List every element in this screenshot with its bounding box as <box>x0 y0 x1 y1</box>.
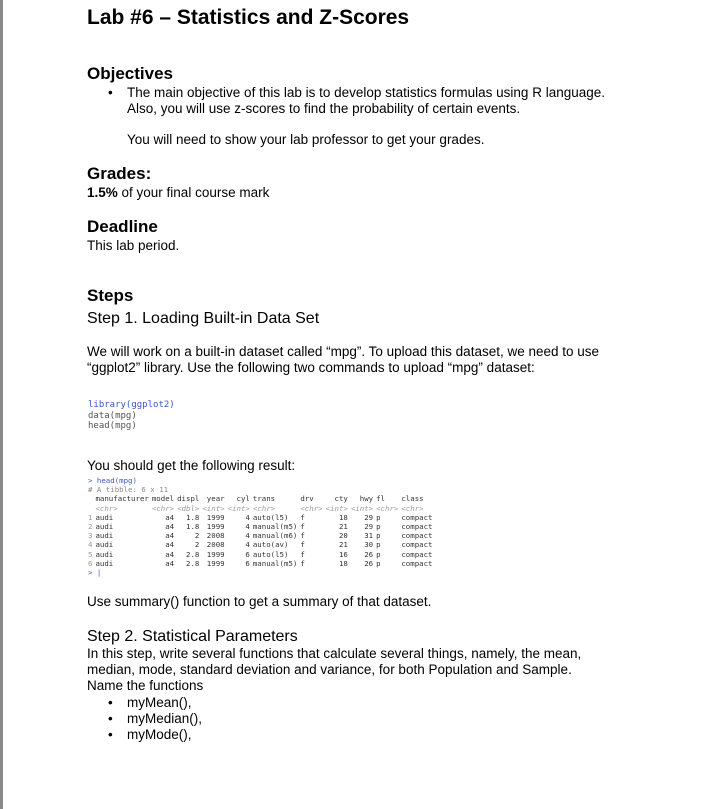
bullet-dot-icon: • <box>108 695 113 710</box>
function-name: myMedian(), <box>127 711 203 726</box>
table-cell: 18 <box>338 512 348 522</box>
tibble-col-header: fl <box>376 494 386 504</box>
tibble-type: <chr> <box>95 503 118 513</box>
tibble-col-header: class <box>401 494 424 504</box>
table-cell: a4 <box>165 549 175 559</box>
table-cell: 21 <box>338 540 348 550</box>
table-cell: p <box>376 531 381 541</box>
objectives-heading: Objectives <box>87 64 173 83</box>
tibble-rowname-header <box>88 494 95 503</box>
tibble-header-row <box>88 494 436 503</box>
tibble-col-header: manufacturer <box>95 494 149 504</box>
tibble-col-header: displ <box>177 494 200 504</box>
list-item <box>108 695 202 711</box>
table-cell: 1999 <box>206 558 225 568</box>
table-cell: auto(av) <box>252 540 289 550</box>
table-cell: 1999 <box>206 522 225 532</box>
function-list <box>108 695 203 743</box>
row-number: 2 <box>88 522 93 532</box>
page-left-border <box>0 0 3 809</box>
table-cell: a4 <box>165 522 175 532</box>
table-cell: 21 <box>338 522 348 532</box>
table-cell: f <box>300 540 305 550</box>
table-cell: audi <box>95 540 114 550</box>
tibble-type: <chr> <box>300 503 323 513</box>
table-row <box>88 559 436 568</box>
table-cell: compact <box>401 522 433 532</box>
console-end-prompt: > | <box>88 568 102 578</box>
table-cell: p <box>376 558 381 568</box>
objectives-note: You will need to show your lab professor to get your grades. <box>127 132 485 147</box>
r-console-output <box>88 476 508 577</box>
bullet-dot-icon: • <box>108 727 113 742</box>
code-line-head: head(mpg) <box>88 421 137 431</box>
table-cell: audi <box>95 549 114 559</box>
table-cell: 16 <box>338 549 348 559</box>
table-cell: 1999 <box>206 549 225 559</box>
step2-paragraph <box>87 646 581 694</box>
table-cell: p <box>376 549 381 559</box>
objectives-line-2: Also, you will use z-scores to find the probability of certain events. <box>127 101 521 116</box>
table-cell: a4 <box>165 540 175 550</box>
deadline-text: This lab period. <box>87 238 180 253</box>
step1-paragraph <box>87 344 599 376</box>
table-cell: 1.8 <box>186 512 200 522</box>
row-number: 5 <box>88 549 93 559</box>
list-item <box>108 711 203 727</box>
table-cell: 29 <box>364 512 374 522</box>
table-row <box>88 513 436 522</box>
tibble-type-row <box>88 504 436 513</box>
table-cell: f <box>300 531 305 541</box>
table-cell: 29 <box>364 522 374 532</box>
step2-line-1: In this step, write several functions that calculate several things, namely, the mean, <box>87 646 582 661</box>
table-cell: 26 <box>364 549 374 559</box>
table-cell: p <box>376 540 381 550</box>
table-row <box>88 531 436 540</box>
table-cell: compact <box>401 540 433 550</box>
code-line-data: data(mpg) <box>88 410 137 421</box>
table-cell: manual(m5) <box>252 558 298 568</box>
table-cell: audi <box>95 512 114 522</box>
row-number: 4 <box>88 540 93 550</box>
code-block <box>88 400 175 432</box>
table-cell: compact <box>401 549 433 559</box>
table-cell: compact <box>401 558 433 568</box>
summary-instruction: Use summary() function to get a summary of that dataset. <box>87 594 432 609</box>
row-number: 6 <box>88 558 93 568</box>
table-cell: 1.8 <box>186 522 200 532</box>
table-row <box>88 550 436 559</box>
table-cell: audi <box>95 558 114 568</box>
tibble-type: <chr> <box>401 503 424 513</box>
function-name: myMean(), <box>127 695 192 710</box>
result-intro: You should get the following result: <box>87 458 296 473</box>
list-item <box>108 727 202 743</box>
table-cell: 2008 <box>206 531 225 541</box>
table-cell: f <box>300 512 305 522</box>
tibble-col-header: year <box>206 494 225 504</box>
table-row <box>88 522 436 531</box>
tibble-col-header: trans <box>252 494 276 504</box>
row-number: 1 <box>88 512 93 522</box>
function-name: myMode(), <box>127 727 192 742</box>
table-cell: 2 <box>194 540 200 550</box>
table-cell: 18 <box>338 558 348 568</box>
objectives-bullet <box>108 85 605 117</box>
page-title: Lab #6 – Statistics and Z-Scores <box>87 6 410 29</box>
table-cell: 4 <box>245 522 250 532</box>
tibble-col-header: cty <box>334 494 348 504</box>
table-cell: auto(l5) <box>252 549 289 559</box>
table-cell: 2 <box>194 531 200 541</box>
table-row <box>88 540 436 549</box>
tibble-col-header: cyl <box>236 494 250 504</box>
code-line-library: library(ggplot2) <box>88 400 175 410</box>
console-command: > head(mpg) <box>88 476 137 485</box>
tibble-col-header: model <box>151 494 175 504</box>
bullet-dot-icon: • <box>108 711 113 726</box>
grades-rest: of your final course mark <box>117 185 270 200</box>
grades-heading: Grades: <box>87 164 152 183</box>
tibble-table <box>88 494 436 568</box>
step1-title: Step 1. Loading Built-in Data Set <box>87 310 320 327</box>
table-cell: p <box>376 522 381 532</box>
table-cell: 2008 <box>206 540 225 550</box>
console-tibble-info: # A tibble: 6 x 11 <box>88 485 169 495</box>
table-cell: manual(m6) <box>252 531 298 541</box>
tibble-type: <int> <box>325 503 348 513</box>
table-cell: f <box>300 522 305 532</box>
bullet-dot-icon: • <box>108 85 113 100</box>
grades-value: 1.5% <box>87 185 118 200</box>
table-cell: 31 <box>364 531 374 541</box>
table-cell: p <box>376 512 381 522</box>
tibble-type: <int> <box>350 503 374 513</box>
table-cell: f <box>300 549 305 559</box>
tibble-type: <int> <box>227 503 250 513</box>
tibble-type: <int> <box>202 503 225 513</box>
table-cell: compact <box>401 512 433 522</box>
table-cell: f <box>300 558 305 568</box>
table-cell: manual(m5) <box>252 522 298 532</box>
table-cell: 1999 <box>206 512 225 522</box>
table-cell: 30 <box>364 540 374 550</box>
table-cell: 4 <box>245 540 250 550</box>
table-cell: 2.8 <box>186 558 200 568</box>
table-cell: 26 <box>364 558 374 568</box>
table-cell: 20 <box>338 531 348 541</box>
row-number: 3 <box>88 531 93 541</box>
tibble-type: <dbl> <box>177 503 200 513</box>
table-cell: audi <box>95 531 114 541</box>
table-cell: 4 <box>245 512 250 522</box>
table-cell: 2.8 <box>186 549 200 559</box>
objectives-line-1: The main objective of this lab is to develop statistics formulas using R language. <box>127 85 605 100</box>
table-cell: 6 <box>245 558 250 568</box>
tibble-type: <chr> <box>252 503 276 513</box>
table-cell: compact <box>401 531 433 541</box>
tibble-col-header: hwy <box>359 494 374 504</box>
step2-line-3: Name the functions <box>87 678 204 693</box>
grades-text <box>87 185 269 201</box>
steps-heading: Steps <box>87 286 134 305</box>
table-cell: auto(l5) <box>252 512 289 522</box>
table-cell: a4 <box>165 531 175 541</box>
tibble-col-header: drv <box>300 494 314 504</box>
step2-title: Step 2. Statistical Parameters <box>87 628 298 645</box>
step2-line-2: median, mode, standard deviation and variance, for both Population and Sample. <box>87 662 572 677</box>
deadline-heading: Deadline <box>87 217 158 236</box>
tibble-type: <chr> <box>151 503 175 513</box>
table-cell: 6 <box>245 549 250 559</box>
step1-line-1: We will work on a built-in dataset called “mpg”. To upload this dataset, we need to use <box>87 344 600 359</box>
table-cell: a4 <box>165 512 175 522</box>
step1-line-2: “ggplot2” library. Use the following two commands to upload “mpg” dataset: <box>87 360 535 375</box>
table-cell: 4 <box>245 531 250 541</box>
table-cell: a4 <box>165 558 175 568</box>
tibble-type: <chr> <box>376 503 399 513</box>
table-cell: audi <box>95 522 114 532</box>
